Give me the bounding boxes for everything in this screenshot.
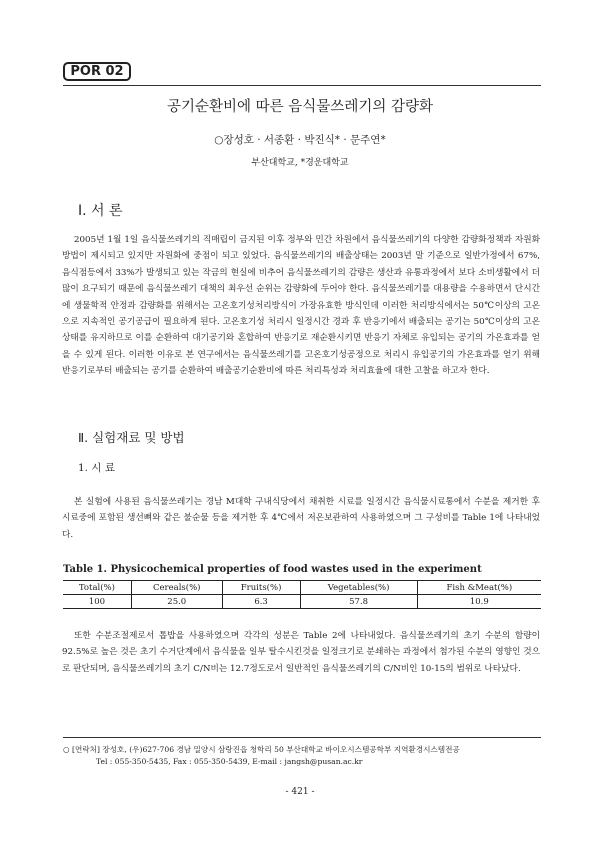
session-badge: POR 02 xyxy=(63,62,131,81)
value-total: 100 xyxy=(63,595,131,609)
value-vegetables: 57.8 xyxy=(300,595,417,609)
page-number: - 421 - xyxy=(285,787,315,797)
value-cereals: 25.0 xyxy=(131,595,222,609)
intro-heading: Ⅰ. 서 론 xyxy=(78,203,123,219)
table1 xyxy=(63,580,541,609)
value-fruits: 6.3 xyxy=(222,595,300,609)
table1-caption: Table 1. Physicochemical properties of food wastes used in the experiment xyxy=(63,564,482,575)
methods-heading: Ⅱ. 실험재료 및 방법 xyxy=(78,430,185,445)
methods-paragraph xyxy=(62,494,540,543)
header-vegetables: Vegetables(%) xyxy=(300,581,417,595)
intro-paragraph xyxy=(62,232,540,380)
footnote-rule xyxy=(63,737,541,738)
intro-text: 2005년 1월 1일 음식물쓰레기의 직매립이 금지된 이후 정부와 민간 차원에서 음식물쓰레기의 다양한 감량화정책과 자원화방법이 제시되고 있지만 자원화에 중점이 되고 있었다. 음식물쓰레기의 배출상태는 2003년 말 기준으로 일반가정에서 67%, 음식점등에서 33%가 발생되고 있는 작금의 현실에 비추어 음식물쓰레기의 감량은 생산과 유통과정에서 보다 소비생활에서 더 많이 요구되기 때문에 음식물쓰레기 대책의 최우선 순위는 감량화에 두어야 한다. 음식물쓰레기를 대용량을 수용하면서 단시간에 생물학적 안정과 감량화를 위해서는 고온호기성처리방식이 가장유효한 방식인데 이러한 처리방식에서는 50℃이상의 고온으로 지속적인 공기공급이 필요하게 된다. 고온호기성 처리시 일정시간 경과 후 반응기에서 배출되는 공기는 50℃이상의 고온 상태를 유지하므로 이를 순환하여 대기공기와 혼합하여 반응기로 재순환시키면 반응기 자체로 유입되는 공기의 가온효과를 얻을 수 있게 된다. 이러한 이유로 본 연구에서는 음식물쓰레기를 고온호기성공정으로 처리시 유입공기의 가온효과를 얻기 위해 반응기로부터 배출되는 공기를 순환하여 배출공기순환비에 따른 처리특성과 처리효율에 대한 고찰을 하고자 한다. xyxy=(62,235,540,377)
footnote xyxy=(63,744,541,768)
header-fish-meat: Fish &Meat(%) xyxy=(417,581,541,595)
header-total: Total(%) xyxy=(63,581,131,595)
methods-text: 본 실험에 사용된 음식물쓰레기는 경남 M대학 구내식당에서 채취한 시료를 일정시간 음식물시료통에서 수분을 제거한 후 시료중에 포함된 생선뼈와 같은 불순물 등을 제거한 후 4℃에서 저온보관하여 사용하였으며 그 구성비를 Table 1에 나타내었다. xyxy=(62,497,540,540)
authors: ○장성호 · 서종환 · 박진식* · 문주연* xyxy=(214,134,386,146)
footnote-contact: Tel : 055-350-5435, Fax : 055-350-5439, E-mail : jangsh@pusan.ac.kr xyxy=(96,757,363,766)
table-header-row xyxy=(63,581,541,595)
header-fruits: Fruits(%) xyxy=(222,581,300,595)
affiliation: 부산대학교, *경운대학교 xyxy=(251,158,349,168)
after-table-text: 또한 수분조절제로서 톱밥을 사용하였으며 각각의 성분은 Table 2에 나타내었다. 음식물쓰레기의 초기 수분의 함량이 92.5%로 높은 것은 초기 수거단계에서 음식물을 일부 탈수시킨것을 일정크기로 분쇄하는 과정에서 첨가된 수분의 영향인 것으로 판단되며, 음식물쓰레기의 초기 C/N비는 12.7정도로서 일반적인 음식물쓰레기의 C/N비인 10-15의 범위로 나타났다. xyxy=(62,631,540,674)
footnote-address: ○ [연락처] 장성호, (우)627-706 경남 밀양시 삼랑진읍 청학리 50 부산대학교 바이오시스템공학부 지역환경시스템전공 xyxy=(63,745,460,754)
after-table-paragraph xyxy=(62,628,540,677)
table-row xyxy=(63,595,541,609)
paper-title: 공기순환비에 따른 음식물쓰레기의 감량화 xyxy=(167,99,433,115)
header-cereals: Cereals(%) xyxy=(131,581,222,595)
samples-subheading: 1. 시 료 xyxy=(78,462,115,474)
top-rule xyxy=(63,85,541,86)
value-fish-meat: 10.9 xyxy=(417,595,541,609)
